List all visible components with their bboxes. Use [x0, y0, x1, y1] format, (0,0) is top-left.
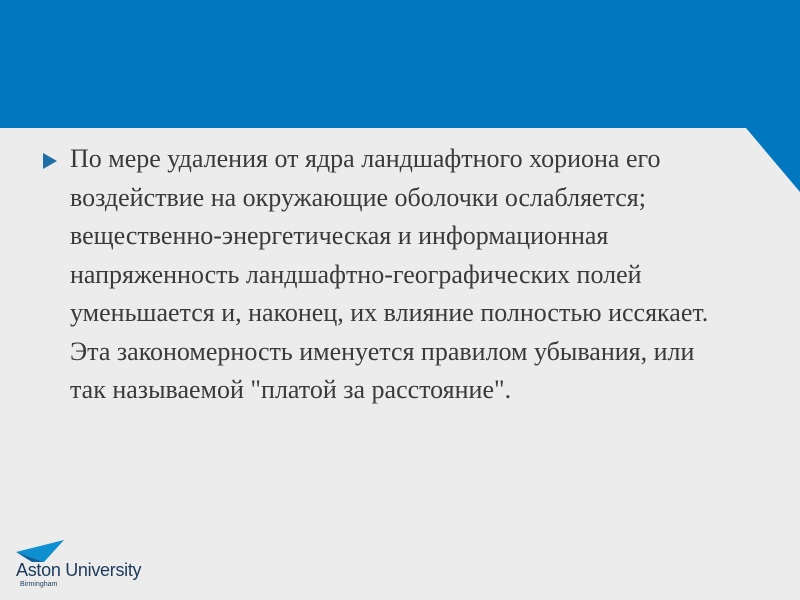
bullet-item: [40, 140, 730, 410]
body-paragraph: По мере удаления от ядра ландшафтного хориона его воздействие на окружающие оболочки ослабляется; вещественно-энергетическая и информационная напряженность ландшафтно-географических полей уменьшается и, наконец, их влияние полностью иссякает. Эта закономерность именуется правилом убывания, или так называемой "платой за расстояние".: [70, 144, 709, 404]
logo-name: Aston University: [16, 560, 142, 580]
logo-mark-icon: [14, 538, 66, 562]
logo-city: Birmingham: [20, 581, 58, 588]
triangle-right-icon: [40, 151, 60, 171]
aston-university-logo: [14, 538, 144, 592]
content-area: [40, 140, 730, 410]
